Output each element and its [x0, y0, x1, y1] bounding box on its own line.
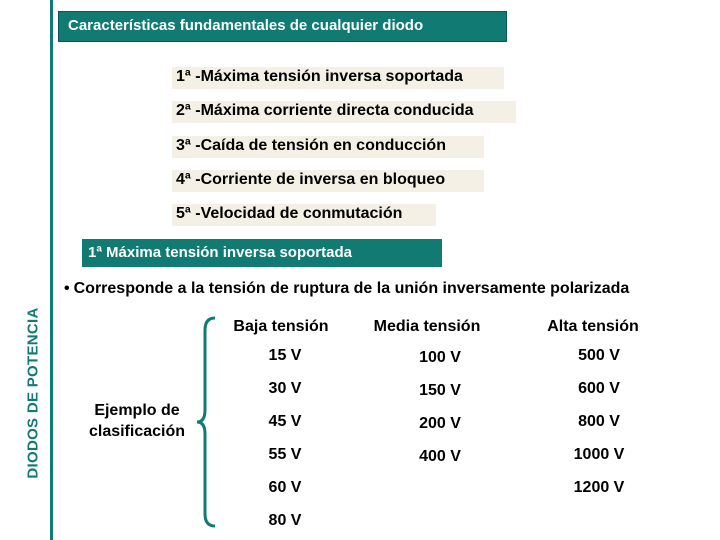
bullet-icon: • [64, 280, 70, 297]
column-header-high: Alta tensión [547, 318, 639, 335]
medium-value: 100 V [419, 349, 461, 366]
sidebar-title: DIODOS DE POTENCIA [24, 307, 42, 479]
bullet-text: Corresponde a la tensión de ruptura de la unión inversamente polarizada [73, 280, 630, 297]
high-value: 600 V [578, 380, 620, 397]
sidebar [0, 0, 56, 540]
low-value: 80 V [268, 512, 302, 529]
feature-item-2: 2ª -Máxima corriente directa conducida [176, 102, 474, 119]
low-value: 30 V [268, 380, 302, 397]
low-value: 60 V [268, 479, 302, 496]
sidebar-divider [50, 0, 53, 540]
medium-value: 150 V [419, 382, 461, 399]
bullet-point [64, 280, 629, 298]
header-title: Características fundamentales de cualquier diodo [68, 17, 424, 34]
low-value: 45 V [268, 413, 302, 430]
high-value: 1200 V [573, 479, 625, 496]
low-value: 15 V [268, 347, 302, 364]
curly-brace-icon [195, 316, 217, 528]
feature-item-4: 4ª -Corriente de inversa en bloqueo [176, 171, 446, 188]
medium-value: 200 V [419, 415, 461, 432]
medium-value: 400 V [419, 448, 461, 465]
column-header-medium: Media tensión [373, 318, 481, 335]
section-title: 1ª Máxima tensión inversa soportada [88, 244, 352, 261]
high-value: 1000 V [573, 446, 625, 463]
high-value: 500 V [578, 347, 620, 364]
feature-item-3: 3ª -Caída de tensión en conducción [176, 137, 446, 154]
column-header-low: Baja tensión [233, 318, 329, 335]
feature-item-1: 1ª -Máxima tensión inversa soportada [176, 68, 463, 85]
section-banner [82, 239, 442, 267]
header-banner [59, 12, 506, 41]
low-value: 55 V [268, 446, 302, 463]
high-value: 800 V [578, 413, 620, 430]
feature-item-5: 5ª -Velocidad de conmutación [176, 205, 403, 222]
classification-label: Ejemplo de clasificación [88, 402, 186, 440]
